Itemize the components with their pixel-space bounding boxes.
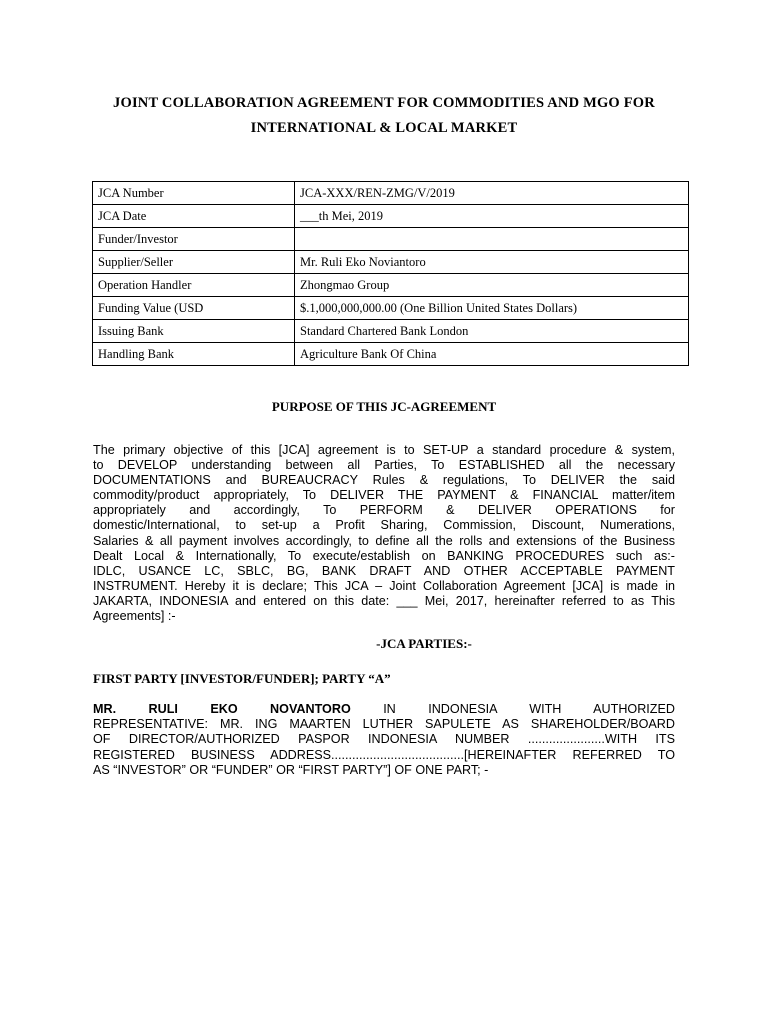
table-cell-label: JCA Date	[93, 205, 295, 228]
paragraph-line: to DEVELOP understanding between all Parties, To ESTABLISHED all the necessary	[93, 458, 675, 473]
table-cell-value: Zhongmao Group	[295, 274, 689, 297]
paragraph-line: AS “INVESTOR” OR “FUNDER” OR “FIRST PARTY”] OF ONE PART; -	[93, 762, 489, 777]
table-cell-value: JCA-XXX/REN-ZMG/V/2019	[295, 182, 689, 205]
paragraph-line: REGISTERED BUSINESS ADDRESS......................................[HEREINAFTER REFERRED TO	[93, 747, 675, 762]
first-party-title: FIRST PARTY [INVESTOR/FUNDER]; PARTY “A”	[93, 671, 391, 686]
jca-parties-heading: -JCA PARTIES:-	[376, 636, 472, 651]
table-cell-value: ___th Mei, 2019	[295, 205, 689, 228]
paragraph-line: DOCUMENTATIONS and BUREAUCRACY Rules & regulations, To DELIVER the said	[93, 473, 675, 488]
table-cell-label: Funder/Investor	[93, 228, 295, 251]
document-title-line-2: INTERNATIONAL & LOCAL MARKET	[250, 120, 518, 136]
table-row	[93, 228, 689, 251]
table-cell-value: Standard Chartered Bank London	[295, 320, 689, 343]
paragraph-line: INSTRUMENT. Hereby it is declare; This JCA – Joint Collaboration Agreement [JCA] is made in	[93, 578, 675, 593]
table-row	[93, 205, 689, 228]
party-a-paragraph	[93, 702, 675, 778]
table-cell-label: Funding Value (USD	[93, 297, 295, 320]
paragraph-line: domestic/International, to set-up a Profit Sharing, Commission, Discount, Numerations,	[93, 518, 675, 533]
agreement-info-table	[92, 181, 689, 366]
paragraph-line: JAKARTA, INDONESIA and entered on this date: ___ Mei, 2017, hereinafter referred to as This	[93, 593, 675, 608]
paragraph-line: Dealt Local & Internationally, To execute/establish on BANKING PROCEDURES such as:-	[93, 548, 675, 563]
table-cell-value: Agriculture Bank Of China	[295, 343, 689, 366]
table-cell-value: Mr. Ruli Eko Noviantoro	[295, 251, 689, 274]
table-cell-label: Handling Bank	[93, 343, 295, 366]
table-cell-value: $.1,000,000,000.00 (One Billion United States Dollars)	[295, 297, 689, 320]
table-row	[93, 182, 689, 205]
table-row	[93, 320, 689, 343]
document-title-line-1: JOINT COLLABORATION AGREEMENT FOR COMMODITIES AND MGO FOR	[113, 95, 655, 111]
party-a-name: MR. RULI EKO NOVANTORO	[93, 702, 351, 716]
table-cell-label: Issuing Bank	[93, 320, 295, 343]
paragraph-line: commodity/product appropriately, To DELIVER THE PAYMENT & FINANCIAL matter/item	[93, 488, 675, 503]
paragraph-line: IDLC, USANCE LC, SBLC, BG, BANK DRAFT AND OTHER ACCEPTABLE PAYMENT	[93, 563, 675, 578]
table-cell-label: JCA Number	[93, 182, 295, 205]
table-row	[93, 343, 689, 366]
table-cell-label: Supplier/Seller	[93, 251, 295, 274]
paragraph-line: REPRESENTATIVE: MR. ING MAARTEN LUTHER SAPULETE AS SHAREHOLDER/BOARD	[93, 717, 675, 732]
party-a-line-rest: IN INDONESIA WITH AUTHORIZED	[383, 702, 675, 716]
purpose-heading: PURPOSE OF THIS JC-AGREEMENT	[271, 399, 497, 414]
table-row	[93, 297, 689, 320]
purpose-paragraph	[93, 443, 675, 624]
table-cell-value	[295, 228, 689, 251]
paragraph-line	[93, 702, 675, 717]
paragraph-line: OF DIRECTOR/AUTHORIZED PASPOR INDONESIA NUMBER ......................WITH ITS	[93, 732, 675, 747]
paragraph-line: Agreements] :-	[93, 609, 176, 624]
table-cell-label: Operation Handler	[93, 274, 295, 297]
paragraph-line: Salaries & all payment involves accordingly, to define all the rolls and extensions of the Business	[93, 533, 675, 548]
paragraph-line: appropriately and accordingly, To PERFORM & DELIVER OPERATIONS for	[93, 503, 675, 518]
table-row	[93, 274, 689, 297]
paragraph-line: The primary objective of this [JCA] agreement is to SET-UP a standard procedure & system,	[93, 443, 675, 457]
table-row	[93, 251, 689, 274]
